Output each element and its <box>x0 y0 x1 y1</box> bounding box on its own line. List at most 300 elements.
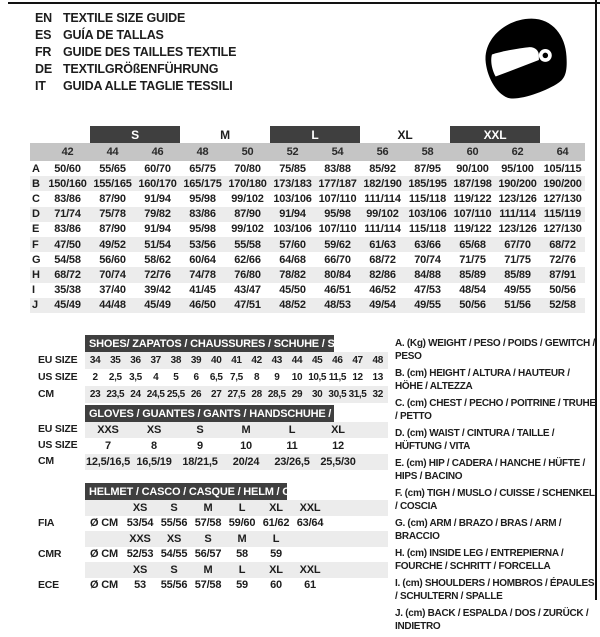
measurement-value: 59/62 <box>324 238 351 251</box>
measurement-value: 177/187 <box>318 177 357 190</box>
shoes-eu-row <box>85 352 388 369</box>
table-cell: 28 <box>251 389 262 400</box>
measurement-row-D <box>30 207 585 222</box>
title-row-es <box>35 27 236 44</box>
measurement-value: 83/86 <box>54 192 81 205</box>
table-cell: XXS <box>97 424 119 436</box>
table-cell: 39 <box>190 355 202 366</box>
table-cell: 24,5 <box>146 389 165 400</box>
row-letter: I <box>32 284 35 297</box>
measurement-row-I <box>30 283 585 298</box>
helmet-size-value: 53 <box>134 579 146 592</box>
table-cell: 13 <box>372 372 383 383</box>
measurement-value: 107/110 <box>453 208 492 221</box>
table-cell: 11 <box>286 440 298 452</box>
table-cell: 23,5 <box>106 389 125 400</box>
title-text: GUÍA DE TALLAS <box>63 28 164 42</box>
column-size-number: 48 <box>196 146 209 158</box>
measurement-value: 74/78 <box>189 268 216 281</box>
measurement-value: 107/110 <box>318 192 357 205</box>
measurement-value: 71/74 <box>54 208 81 221</box>
title-row-de <box>35 61 236 78</box>
measurement-value: 45/50 <box>279 284 306 297</box>
helmet-size-label: XXL <box>299 563 321 576</box>
table-cell: 27 <box>211 389 222 400</box>
row-letter: A <box>32 162 40 175</box>
table-cell: 37 <box>150 355 161 366</box>
measurement-value: 71/75 <box>504 253 531 266</box>
table-cell: 45 <box>311 355 323 366</box>
measurement-value: 63/66 <box>414 238 441 251</box>
table-cell: 38 <box>170 355 181 366</box>
row-letter: E <box>32 223 40 236</box>
helmet-size-value: 53/54 <box>126 517 154 530</box>
helmet-size-value: 57/58 <box>194 579 222 592</box>
measurement-value: 91/94 <box>279 208 306 221</box>
shoes-us-row <box>85 369 388 386</box>
table-cell: L <box>288 424 296 436</box>
size-group-xl: XL <box>397 127 413 142</box>
measurement-value: 99/102 <box>231 192 264 205</box>
table-cell: 9 <box>274 372 280 383</box>
measurement-value: 99/102 <box>366 208 399 221</box>
legend-item: G. (cm) ARM / BRAZO / BRAS / ARM / BRACCIO <box>395 518 562 542</box>
gloves-us-row <box>85 438 388 454</box>
lang-code: FR <box>35 45 52 59</box>
measurement-value: 55/58 <box>234 238 261 251</box>
measurement-value: 85/89 <box>504 268 531 281</box>
table-cell: 8 <box>254 372 260 383</box>
legend-item: C. (cm) CHEST / PECHO / POITRINE / TRUHE / PETTO <box>395 398 596 422</box>
table-cell: 46 <box>332 355 343 366</box>
measurement-row-J <box>30 298 585 313</box>
table-cell: 25,5 <box>166 389 185 400</box>
measurement-value: 70/74 <box>414 253 441 266</box>
measurement-value: 91/94 <box>144 223 171 236</box>
measurement-value: 95/98 <box>324 208 351 221</box>
measurement-value: 68/72 <box>369 253 396 266</box>
column-size-number: 58 <box>421 146 434 158</box>
helmet-size-value: 52/53 <box>126 548 154 561</box>
measurement-value: 54/58 <box>54 253 81 266</box>
table-cell: 43 <box>271 355 282 366</box>
measurement-value: 45/49 <box>54 299 81 312</box>
table-cell: 40 <box>211 355 222 366</box>
table-cell: 30,5 <box>328 389 347 400</box>
measurement-value: 123/126 <box>498 223 537 236</box>
table-cell: 10,5 <box>308 372 327 383</box>
measurement-value: 48/54 <box>459 284 486 297</box>
measurement-value: 187/198 <box>453 177 492 190</box>
measurement-value: 95/98 <box>189 192 216 205</box>
table-cell: 18/21,5 <box>182 456 218 468</box>
helmet-icon <box>478 14 574 106</box>
row-letter: C <box>32 192 40 205</box>
table-cell: 23/26,5 <box>274 456 310 468</box>
diameter-cm-label: Ø CM <box>90 517 118 530</box>
measurement-row-H <box>30 267 585 282</box>
shoes-eu-size-label: EU SIZE <box>38 354 78 366</box>
measurement-value: 55/65 <box>99 162 126 175</box>
table-cell: 34 <box>89 355 101 366</box>
measurement-row-F <box>30 237 585 252</box>
measurement-value: 56/60 <box>99 253 126 266</box>
helmet-cmr-values-row <box>85 547 388 563</box>
measurement-value: 62/66 <box>234 253 261 266</box>
measurement-value: 50/60 <box>54 162 81 175</box>
measurement-value: 43/47 <box>234 284 261 297</box>
helmet-size-value: 60 <box>270 579 282 592</box>
measurement-value: 50/56 <box>459 299 486 312</box>
row-letter: B <box>32 177 40 190</box>
table-cell: 10 <box>291 372 303 383</box>
table-cell: 30 <box>311 389 323 400</box>
table-cell: 6,5 <box>209 372 223 383</box>
measurement-value: 182/190 <box>363 177 402 190</box>
page-top-border <box>8 2 600 4</box>
helmet-size-label: L <box>238 501 246 514</box>
table-cell: 31,5 <box>348 389 367 400</box>
table-cell: 10 <box>240 440 252 452</box>
measurement-value: 91/94 <box>144 192 171 205</box>
column-size-number: 52 <box>286 146 299 158</box>
measurement-value: 160/170 <box>138 177 177 190</box>
measurement-value: 46/50 <box>189 299 216 312</box>
table-cell: 27,5 <box>227 389 246 400</box>
measurement-value: 99/102 <box>231 223 264 236</box>
size-group-header-row <box>30 126 585 143</box>
measurement-value: 46/52 <box>369 284 396 297</box>
table-cell: 16,5/19 <box>136 456 172 468</box>
measurement-value: 87/90 <box>99 223 126 236</box>
measurement-value: 49/54 <box>369 299 396 312</box>
helmet-ece-sizes-row <box>85 562 388 578</box>
helmet-fia-values-row <box>85 516 388 532</box>
measurement-value: 51/54 <box>144 238 171 251</box>
measurement-value: 115/118 <box>408 223 447 236</box>
helmet-size-label: XXS <box>129 532 151 545</box>
table-cell: 48 <box>372 355 383 366</box>
measurement-value: 68/72 <box>549 238 576 251</box>
row-letter: H <box>32 268 40 281</box>
measurement-value: 61/63 <box>369 238 396 251</box>
column-size-number: 62 <box>511 146 524 158</box>
measurement-value: 51/56 <box>504 299 531 312</box>
measurement-value: 48/53 <box>324 299 351 312</box>
table-cell: 7,5 <box>230 372 243 383</box>
measurement-row-G <box>30 252 585 267</box>
table-cell: 47 <box>352 355 363 366</box>
table-cell: 12 <box>332 440 344 452</box>
measurement-value: 190/200 <box>498 177 537 190</box>
measurement-value: 127/130 <box>543 223 582 236</box>
measurement-value: 103/106 <box>273 192 312 205</box>
legend-item: B. (cm) HEIGHT / ALTURA / HAUTEUR / HÖHE / ALTEZZA <box>395 368 570 392</box>
helmet-section-header: HELMET / CASCO / CASQUE / HELM / CASCO <box>85 483 287 500</box>
measurement-value: 67/70 <box>504 238 531 251</box>
measurement-value: 111/114 <box>499 208 536 221</box>
table-cell: 4 <box>153 372 159 383</box>
measurement-value: 115/118 <box>408 192 447 205</box>
helmet-size-value: 58 <box>236 548 248 561</box>
measurement-value: 83/88 <box>324 162 351 175</box>
row-letter: G <box>32 253 41 266</box>
measurement-value: 47/51 <box>234 299 261 312</box>
table-cell: 7 <box>105 440 111 452</box>
measurement-value: 49/52 <box>99 238 126 251</box>
row-letter: F <box>32 238 39 251</box>
size-group-xxl: XXL <box>450 126 540 143</box>
measurement-value: 150/160 <box>48 177 87 190</box>
measurement-value: 57/60 <box>279 238 306 251</box>
table-cell: 28,5 <box>267 389 286 400</box>
measurement-value: 41/45 <box>189 284 216 297</box>
helmet-size-label: M <box>237 532 247 545</box>
table-cell: 32 <box>372 389 383 400</box>
measurement-value: 155/165 <box>93 177 132 190</box>
measurement-value: 82/86 <box>369 268 396 281</box>
measurement-value: 65/75 <box>189 162 216 175</box>
helmet-cmr-sizes-row <box>85 531 388 547</box>
measurement-value: 47/53 <box>414 284 441 297</box>
measurement-value: 119/122 <box>453 192 492 205</box>
helmet-size-value: 59 <box>270 548 282 561</box>
diameter-cm-label: Ø CM <box>90 548 118 561</box>
measurement-value: 90/100 <box>456 162 489 175</box>
table-cell: 42 <box>251 355 262 366</box>
measurement-value: 127/130 <box>543 192 582 205</box>
title-row-en <box>35 10 236 27</box>
size-number-header-row <box>30 143 585 161</box>
table-cell: 29 <box>291 389 303 400</box>
shoes-section-header: SHOES/ ZAPATOS / CHAUSSURES / SCHUHE / SCARPE <box>85 335 334 352</box>
measurement-value: 52/58 <box>549 299 576 312</box>
helmet-fia-sizes-row <box>85 500 388 516</box>
gloves-section-header: GLOVES / GUANTES / GANTS / HANDSCHUHE / GUANTI <box>85 405 334 422</box>
lang-code: EN <box>35 11 52 25</box>
measurement-value: 48/52 <box>279 299 306 312</box>
table-cell: 2 <box>92 372 98 383</box>
helmet-size-label: XS <box>132 501 148 514</box>
row-letter: D <box>32 208 40 221</box>
column-size-number: 56 <box>376 146 389 158</box>
language-title-block <box>35 10 236 95</box>
table-cell: 24 <box>130 389 141 400</box>
helmet-size-value: 63/64 <box>296 517 324 530</box>
gloves-us-size-label: US SIZE <box>38 439 78 451</box>
measurement-value: 105/115 <box>543 162 582 175</box>
helmet-size-value: 56/57 <box>194 548 222 561</box>
gloves-eu-row <box>85 422 388 438</box>
measurement-value: 111/114 <box>364 192 401 205</box>
table-cell: XS <box>146 424 162 436</box>
measurement-value: 115/119 <box>543 208 582 221</box>
table-cell: 23 <box>89 389 101 400</box>
measurement-value: 107/110 <box>318 223 357 236</box>
legend-item: I. (cm) SHOULDERS / HOMBROS / ÉPAULES / SCHULTERN / SPALLE <box>395 578 595 602</box>
helmet-size-label: S <box>170 563 178 576</box>
measurement-value: 185/195 <box>408 177 447 190</box>
helmet-size-label: S <box>204 532 212 545</box>
helmet-size-value: 59/60 <box>228 517 256 530</box>
table-cell: 25,5/30 <box>320 456 356 468</box>
helmet-size-label: M <box>203 501 213 514</box>
size-group-m: M <box>220 127 230 142</box>
measurement-value: 87/95 <box>414 162 441 175</box>
measurement-value: 76/80 <box>234 268 261 281</box>
column-size-number: 54 <box>331 146 344 158</box>
shoes-cm-row <box>85 386 388 403</box>
title-row-fr <box>35 44 236 61</box>
measurement-value: 85/92 <box>369 162 396 175</box>
measurement-value: 83/86 <box>54 223 81 236</box>
legend-item: D. (cm) WAIST / CINTURA / TAILLE / HÜFTUNG / VITA <box>395 428 555 452</box>
measurement-value: 103/106 <box>408 208 447 221</box>
column-size-number: 60 <box>466 146 479 158</box>
measurement-value: 58/62 <box>144 253 171 266</box>
helmet-ece-values-row <box>85 578 388 594</box>
measurement-legend <box>395 337 598 637</box>
measurement-value: 50/56 <box>549 284 576 297</box>
helmet-size-label: L <box>238 563 246 576</box>
diameter-cm-label: Ø CM <box>90 579 118 592</box>
measurement-value: 119/122 <box>453 223 492 236</box>
column-size-number: 64 <box>556 146 569 158</box>
table-cell: 41 <box>231 355 242 366</box>
measurement-value: 72/76 <box>549 253 576 266</box>
size-group-s: S <box>90 126 180 143</box>
measurement-value: 78/82 <box>279 268 306 281</box>
measurement-value: 45/49 <box>144 299 171 312</box>
measurement-value: 75/78 <box>99 208 126 221</box>
helmet-size-label: L <box>272 532 280 545</box>
helmet-size-label: M <box>203 563 213 576</box>
table-cell: 12 <box>352 372 363 383</box>
measurement-value: 190/200 <box>543 177 582 190</box>
helmet-cmr-label: CMR <box>38 548 62 560</box>
measurement-value: 103/106 <box>273 223 312 236</box>
table-cell: 8 <box>151 440 157 452</box>
legend-item: H. (cm) INSIDE LEG / ENTREPIERNA / FOURCHE / SCHRITT / FORCELLA <box>395 548 564 572</box>
measurement-value: 37/40 <box>99 284 126 297</box>
helmet-size-value: 61/62 <box>262 517 290 530</box>
measurement-value: 87/90 <box>234 208 261 221</box>
measurement-value: 49/55 <box>414 299 441 312</box>
column-size-number: 50 <box>241 146 254 158</box>
row-letter: J <box>32 299 38 312</box>
table-cell: 9 <box>197 440 203 452</box>
measurement-value: 35/38 <box>54 284 81 297</box>
gloves-cm-label: CM <box>38 455 54 467</box>
helmet-fia-label: FIA <box>38 517 55 529</box>
measurement-row-A <box>30 161 585 176</box>
helmet-size-value: 59 <box>236 579 248 592</box>
helmet-size-value: 55/56 <box>160 579 188 592</box>
measurement-value: 84/88 <box>414 268 441 281</box>
gloves-eu-size-label: EU SIZE <box>38 423 78 435</box>
measurement-value: 70/80 <box>234 162 261 175</box>
measurement-value: 87/91 <box>549 268 576 281</box>
title-text: TEXTILGRÖßENFÜHRUNG <box>63 62 219 76</box>
measurement-value: 83/86 <box>189 208 216 221</box>
table-cell: 3,5 <box>129 372 142 383</box>
gloves-cm-row <box>85 454 388 470</box>
helmet-size-value: 54/55 <box>160 548 188 561</box>
table-cell: 2,5 <box>108 372 122 383</box>
measurement-value: 85/89 <box>459 268 486 281</box>
table-cell: 36 <box>130 355 141 366</box>
helmet-size-label: S <box>170 501 178 514</box>
helmet-size-value: 61 <box>304 579 316 592</box>
column-size-number: 46 <box>151 146 164 158</box>
measurement-value: 111/114 <box>364 223 401 236</box>
helmet-ece-label: ECE <box>38 579 59 591</box>
table-cell: 5 <box>173 372 179 383</box>
title-text: GUIDA ALLE TAGLIE TESSILI <box>63 79 233 93</box>
table-cell: 35 <box>110 355 121 366</box>
measurement-value: 60/70 <box>144 162 171 175</box>
table-cell: XL <box>331 424 345 436</box>
shoes-cm-label: CM <box>38 388 54 400</box>
measurement-value: 72/76 <box>144 268 171 281</box>
measurement-row-B <box>30 176 585 191</box>
table-cell: 44 <box>291 355 303 366</box>
measurement-value: 64/68 <box>279 253 306 266</box>
table-cell: 20/24 <box>232 456 260 468</box>
measurement-value: 165/175 <box>183 177 222 190</box>
table-cell: S <box>196 424 204 436</box>
helmet-size-label: XL <box>269 501 283 514</box>
measurement-value: 170/180 <box>228 177 267 190</box>
measurement-value: 95/100 <box>501 162 534 175</box>
measurement-value: 60/64 <box>189 253 216 266</box>
measurement-value: 53/56 <box>189 238 216 251</box>
measurement-value: 70/74 <box>99 268 126 281</box>
legend-item: F. (cm) TIGH / MUSLO / CUISSE / SCHENKEL / COSCIA <box>395 488 595 512</box>
table-cell: 11,5 <box>328 372 346 383</box>
shoes-us-size-label: US SIZE <box>38 371 78 383</box>
table-cell: 26 <box>190 389 202 400</box>
column-size-number: 44 <box>106 146 119 158</box>
measurement-row-C <box>30 191 585 206</box>
helmet-size-label: XS <box>166 532 182 545</box>
lang-code: IT <box>35 79 46 93</box>
title-text: GUIDE DES TAILLES TEXTILE <box>63 45 237 59</box>
size-group-l: L <box>270 126 360 143</box>
measurement-value: 173/183 <box>273 177 312 190</box>
lang-code: ES <box>35 28 52 42</box>
helmet-size-value: 55/56 <box>160 517 188 530</box>
measurement-row-E <box>30 222 585 237</box>
legend-item: A. (Kg) WEIGHT / PESO / POIDS / GEWITCH / PESO <box>395 338 595 362</box>
legend-item: E. (cm) HIP / CADERA / HANCHE / HÜFTE / HIPS / BACINO <box>395 458 585 482</box>
measurement-value: 80/84 <box>324 268 351 281</box>
table-cell: 6 <box>193 372 199 383</box>
measurement-rows <box>30 161 585 313</box>
measurement-value: 71/75 <box>459 253 486 266</box>
measurement-value: 87/90 <box>99 192 126 205</box>
helmet-size-label: XL <box>269 563 283 576</box>
helmet-size-label: XXL <box>299 501 321 514</box>
measurement-value: 95/98 <box>189 223 216 236</box>
main-size-table <box>30 126 585 313</box>
measurement-value: 39/42 <box>144 284 171 297</box>
measurement-value: 75/85 <box>279 162 306 175</box>
measurement-value: 46/51 <box>324 284 351 297</box>
measurement-value: 49/55 <box>504 284 531 297</box>
lang-code: DE <box>35 62 52 76</box>
measurement-value: 68/72 <box>54 268 81 281</box>
